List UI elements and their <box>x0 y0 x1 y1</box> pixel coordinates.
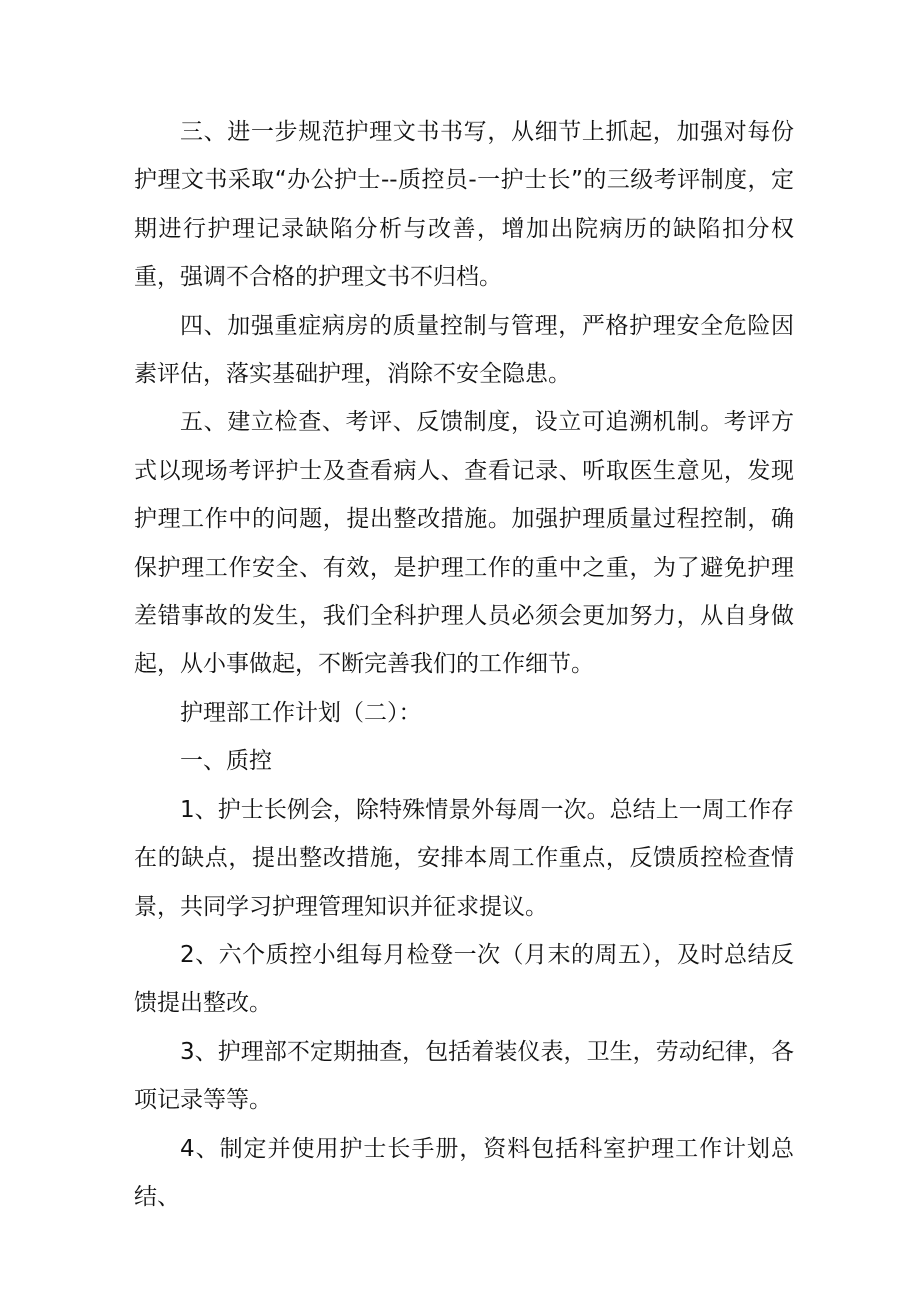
list-item-qc-groups: 2、六个质控小组每月检登一次（月末的周五），及时总结反馈提出整改。 <box>134 941 794 1017</box>
list-item-spot-check: 3、护理部不定期抽查，包括着装仪表，卫生，劳动纪律，各项记录等等。 <box>134 1038 794 1114</box>
paragraph-inspection-feedback: 五、建立检查、考评、反馈制度，设立可追溯机制。考评方式以现场考评护士及查看病人、查看记录、听取医生意见，发现护理工作中的问题，提出整改措施。加强护理质量过程控制，确保护理工作安全、有效，是护理工作的重中之重，为了避免护理差错事故的发生，我们全科护理人员必须会更加努力，从自身做起，从小事做起，不断完善我们的工作细节。 <box>134 409 794 678</box>
section-heading-work-plan-two: 护理部工作计划（二）： <box>180 699 422 726</box>
document-body <box>134 108 794 1221</box>
list-item-head-nurse-handbook: 4、制定并使用护士长手册，资料包括科室护理工作计划总结、 <box>134 1135 794 1210</box>
list-item-head-nurse-meeting: 1、护士长例会，除特殊情景外每周一次。总结上一周工作存在的缺点，提出整改措施，安排本周工作重点，反馈质控检查情景，共同学习护理管理知识并征求提议。 <box>134 796 794 920</box>
paragraph-nursing-documents: 三、进一步规范护理文书书写，从细节上抓起，加强对每份护理文书采取“办公护士--质控员-一护士长”的三级考评制度，定期进行护理记录缺陷分析与改善，增加出院病历的缺陷扣分权重，强调不合格的护理文书不归档。 <box>134 119 794 291</box>
paragraph-critical-care-quality: 四、加强重症病房的质量控制与管理，严格护理安全危险因素评估，落实基础护理，消除不安全隐患。 <box>134 312 794 388</box>
subheading-quality-control: 一、质控 <box>180 748 272 775</box>
